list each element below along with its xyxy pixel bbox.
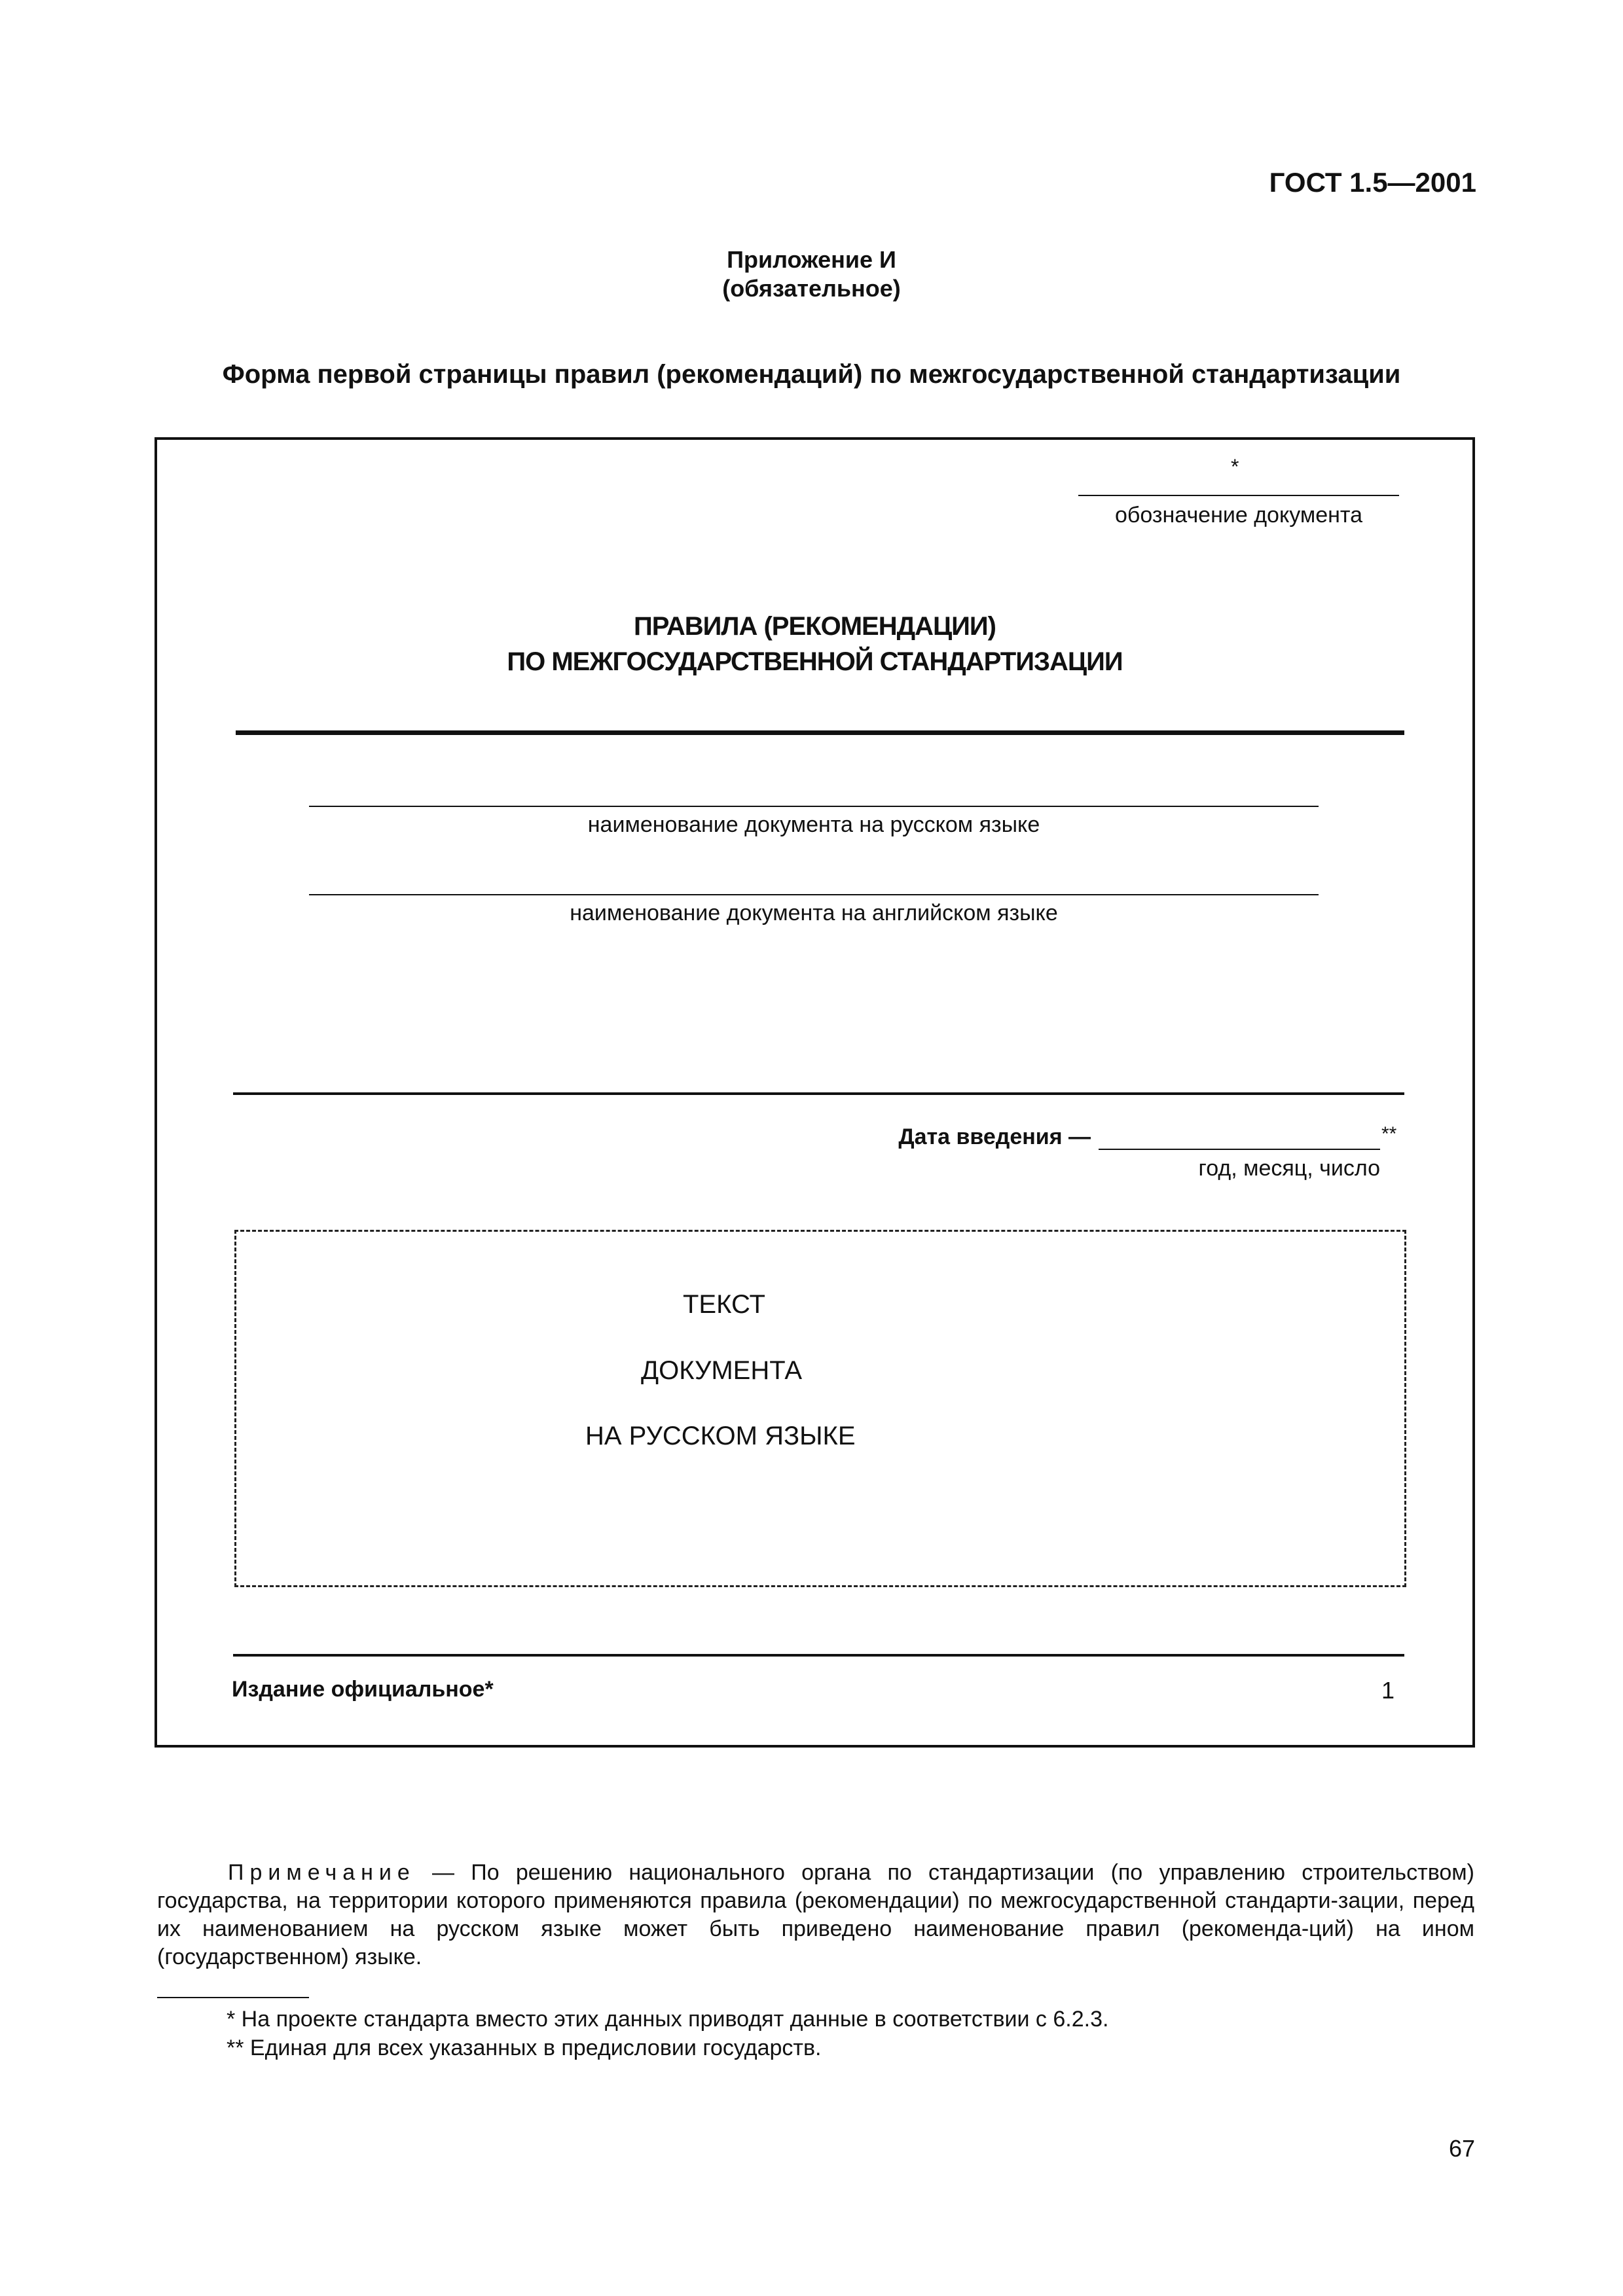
name-ru-caption: наименование документа на русском языке [587,812,1040,837]
annex-status: (обязательное) [722,275,901,302]
date-caption: год, месяц, число [1198,1156,1380,1181]
footnote-rule [157,1997,309,1998]
form-title: Форма первой страницы правил (рекомендаций) по межгосударственной стандартизации [222,360,1401,389]
date-label: Дата введения — [898,1124,1091,1149]
name-ru-line [309,806,1319,807]
body-text-line2: ДОКУМЕНТА [641,1356,803,1385]
heading-divider [236,730,1404,735]
annex-title: Приложение И [727,246,896,273]
designation-mark: * [1231,455,1239,478]
document-heading-line2: ПО МЕЖГОСУДАРСТВЕННОЙ СТАНДАРТИЗАЦИИ [507,647,1123,676]
designation-line [1078,495,1399,496]
page-number: 67 [1448,2135,1475,2162]
title-block-divider [233,1092,1404,1095]
form-page-number: 1 [1381,1677,1395,1704]
name-en-line [309,894,1319,895]
standard-code: ГОСТ 1.5—2001 [1269,167,1476,198]
note-text: — По решению национального органа по стандартизации (по управлению строительством) государства, на территории которого применяются правила (рекомендации) по межгосударственной стандарти-зации, перед их наименованием на русском языке может быть приведено наименование правил (рекоменда-ций) на ином (государственном) языке. [157,1860,1474,1969]
footer-divider [233,1654,1404,1657]
note [157,1859,1474,1971]
document-heading-line1: ПРАВИЛА (РЕКОМЕНДАЦИИ) [633,612,996,641]
date-mark: ** [1381,1123,1397,1145]
designation-caption: обозначение документа [1115,503,1362,528]
document-text-area [234,1230,1406,1587]
name-en-caption: наименование документа на английском языке [570,901,1058,925]
body-text-line3: НА РУССКОМ ЯЗЫКЕ [585,1422,856,1450]
footnote-1: * На проекте стандарта вместо этих данных приводят данные в соответствии с 6.2.3. [227,2007,1109,2032]
edition-label: Издание официальное* [232,1677,494,1702]
date-line [1099,1149,1380,1150]
note-label: Примечание [228,1860,416,1885]
footnote-2: ** Единая для всех указанных в предисловии государств. [227,2036,822,2060]
body-text-line1: ТЕКСТ [683,1290,765,1319]
